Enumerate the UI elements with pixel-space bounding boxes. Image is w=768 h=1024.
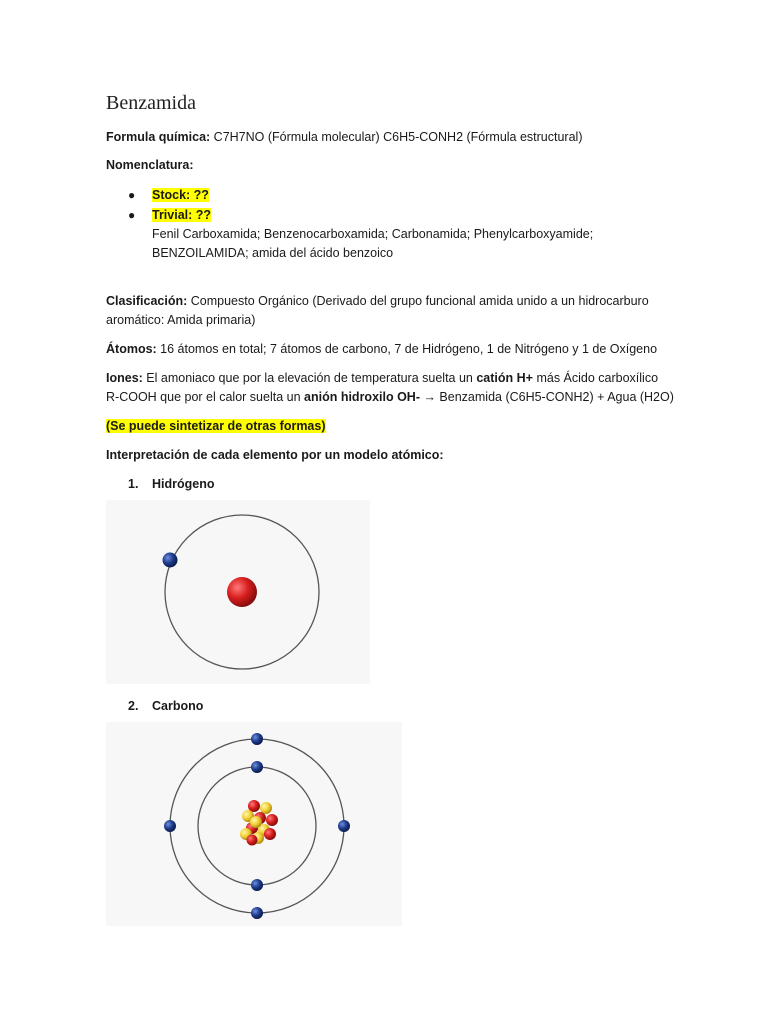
interpretacion-heading: Interpretación de cada elemento por un modelo atómico:: [106, 448, 444, 462]
nomenclatura-heading: Nomenclatura:: [106, 158, 194, 172]
trivial-names-line2: BENZOILAMIDA; amida del ácido benzoico: [152, 246, 394, 260]
iones-line1: [106, 368, 658, 388]
clasificacion-line2: aromático: Amida primaria): [106, 313, 256, 327]
formula-text: C7H7NO (Fórmula molecular) C6H5-CONH2 (Fórmula estructural): [210, 130, 583, 144]
sintetizar-text: (Se puede sintetizar de otras formas): [106, 419, 326, 433]
hydrogen-atom-image: [106, 500, 370, 684]
carbon-nucleus: [240, 800, 278, 846]
bullet-dot: ●: [128, 208, 136, 222]
carbon-electron: [251, 907, 263, 919]
iones-text: El amoniaco que por la elevación de temperatura suelta un: [142, 371, 477, 385]
carbon-atom-image: [106, 722, 402, 926]
sintetizar-note: [106, 416, 326, 436]
cation-text: catión H+: [476, 371, 533, 385]
formula-label: Formula química:: [106, 130, 211, 144]
bullet-dot: ●: [128, 188, 136, 202]
list-number: 2.: [128, 699, 139, 713]
hydrogen-electron: [163, 553, 178, 568]
iones-text: más Ácido carboxílico: [532, 371, 659, 385]
carbon-electron: [251, 761, 263, 773]
iones-label: Iones:: [106, 371, 143, 385]
document-title: Benzamida: [106, 92, 196, 114]
stock-item: [152, 185, 209, 205]
hydrogen-atom-svg: [106, 500, 370, 684]
carbon-electron: [251, 733, 263, 745]
iones-text: R-COOH que por el calor suelta un: [106, 390, 305, 404]
atomos-label: Átomos:: [106, 342, 157, 356]
formula-paragraph: [106, 127, 583, 147]
clasificacion-line1: [106, 291, 649, 311]
list-item-hidrogeno: Hidrógeno: [152, 477, 215, 491]
clasificacion-label: Clasificación:: [106, 294, 188, 308]
trivial-names-line1: Fenil Carboxamida; Benzenocarboxamida; Carbonamida; Phenylcarboxyamide;: [152, 227, 594, 241]
carbon-atom-svg: [106, 722, 402, 926]
atomos-paragraph: [106, 339, 657, 359]
iones-text: → Benzamida (C6H5-CONH2) + Agua (H2O): [419, 390, 674, 404]
trivial-label: Trivial: ??: [152, 208, 212, 222]
carbon-electron: [338, 820, 350, 832]
trivial-item: [152, 205, 211, 225]
hydrogen-nucleus: [227, 577, 257, 607]
anion-text: anión hidroxilo OH-: [304, 390, 420, 404]
carbon-electron: [251, 879, 263, 891]
carbon-electron: [164, 820, 176, 832]
atomos-text: 16 átomos en total; 7 átomos de carbono, 7 de Hidrógeno, 1 de Nitrógeno y 1 de Oxígeno: [156, 342, 658, 356]
clasificacion-text: Compuesto Orgánico (Derivado del grupo funcional amida unido a un hidrocarburo: [187, 294, 649, 308]
iones-line2: [106, 387, 674, 407]
list-item-carbono: Carbono: [152, 699, 204, 713]
list-number: 1.: [128, 477, 139, 491]
stock-label: Stock: ??: [152, 188, 209, 202]
